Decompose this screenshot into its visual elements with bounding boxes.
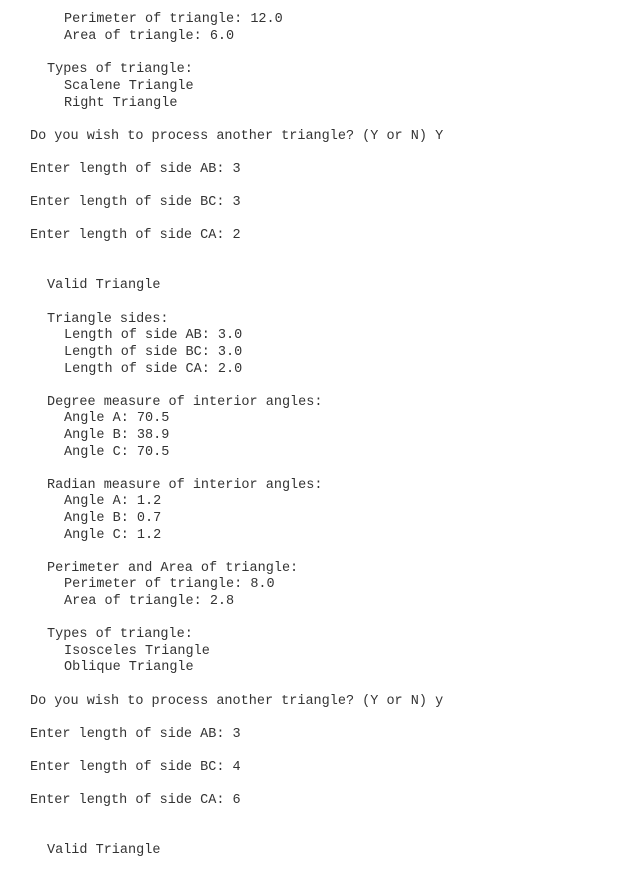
- input-prompt-bc: Enter length of side BC: 3: [30, 195, 241, 210]
- input-prompt-bc: Enter length of side BC: 4: [30, 760, 241, 775]
- input-prompt-ab: Enter length of side AB: 3: [30, 162, 241, 177]
- area-line: Area of triangle: 2.8: [64, 594, 235, 609]
- radian-angle-line: Angle A: 1.2: [64, 494, 162, 509]
- degree-angle-line: Angle C: 70.5: [64, 445, 170, 460]
- sides-header: Triangle sides:: [47, 312, 169, 327]
- radian-angle-line: Angle C: 1.2: [64, 528, 162, 543]
- radian-header: Radian measure of interior angles:: [47, 478, 323, 493]
- type-line: Isosceles Triangle: [64, 644, 210, 659]
- perimeter-line: Perimeter of triangle: 12.0: [64, 12, 283, 27]
- type-line: Scalene Triangle: [64, 79, 194, 94]
- side-length-line: Length of side AB: 3.0: [64, 328, 243, 343]
- continue-prompt: Do you wish to process another triangle? (Y or N) y: [30, 694, 444, 709]
- types-header: Types of triangle:: [47, 62, 193, 77]
- valid-triangle-line: Valid Triangle: [47, 278, 161, 293]
- type-line: Oblique Triangle: [64, 660, 194, 675]
- input-prompt-ab: Enter length of side AB: 3: [30, 727, 241, 742]
- continue-prompt: Do you wish to process another triangle? (Y or N) Y: [30, 129, 444, 144]
- radian-angle-line: Angle B: 0.7: [64, 511, 162, 526]
- degree-angle-line: Angle B: 38.9: [64, 428, 170, 443]
- degree-angle-line: Angle A: 70.5: [64, 411, 170, 426]
- types-header: Types of triangle:: [47, 627, 193, 642]
- perimeter-line: Perimeter of triangle: 8.0: [64, 577, 275, 592]
- perimeter-area-header: Perimeter and Area of triangle:: [47, 561, 299, 576]
- valid-triangle-line: Valid Triangle: [47, 843, 161, 858]
- input-prompt-ca: Enter length of side CA: 2: [30, 228, 241, 243]
- side-length-line: Length of side CA: 2.0: [64, 362, 243, 377]
- area-line: Area of triangle: 6.0: [64, 29, 235, 44]
- degree-header: Degree measure of interior angles:: [47, 395, 323, 410]
- type-line: Right Triangle: [64, 96, 178, 111]
- side-length-line: Length of side BC: 3.0: [64, 345, 243, 360]
- input-prompt-ca: Enter length of side CA: 6: [30, 793, 241, 808]
